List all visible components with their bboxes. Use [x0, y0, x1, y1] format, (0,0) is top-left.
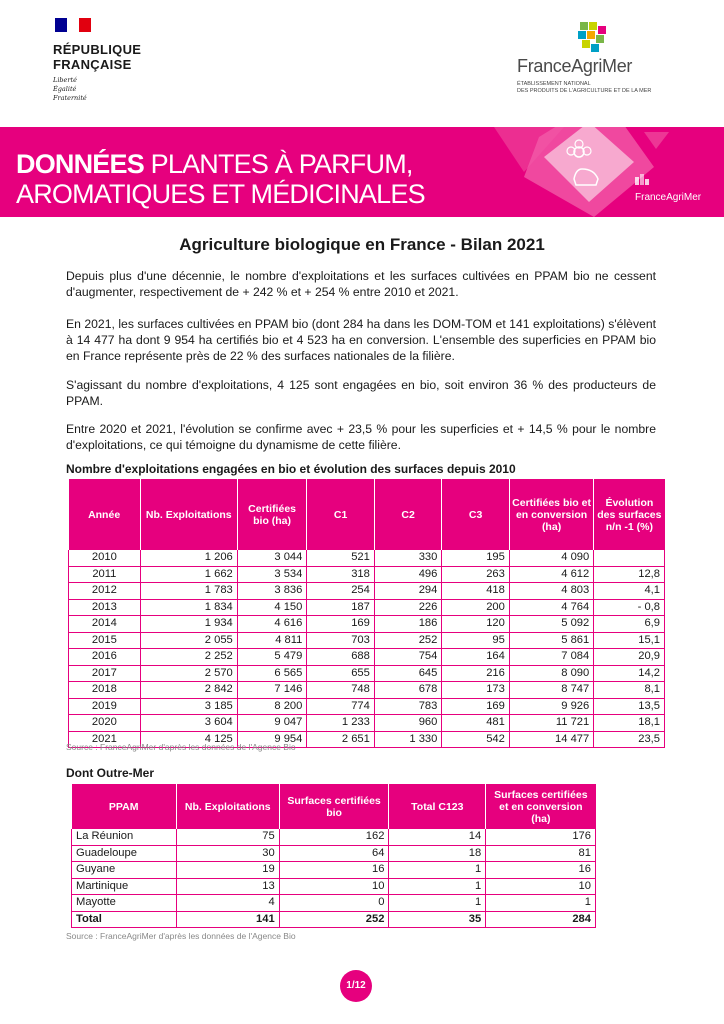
column-header: Évolution des surfaces n/n -1 (%) [594, 479, 665, 550]
table-cell: 2013 [69, 599, 141, 616]
table-cell: 4 612 [509, 566, 593, 583]
column-header: PPAM [72, 784, 177, 829]
agency-subtitle [517, 81, 651, 95]
column-header: Certifiées bio (ha) [237, 479, 307, 550]
table-cell: 2016 [69, 649, 141, 666]
table-cell: 3 604 [140, 715, 237, 732]
table-cell: Guyane [72, 862, 177, 879]
table-row [69, 566, 665, 583]
table-cell: Mayotte [72, 895, 177, 912]
table-cell: 5 092 [509, 616, 593, 633]
table-cell: 164 [442, 649, 510, 666]
banner-brand: FranceAgriMer [635, 192, 702, 203]
table-cell: 2018 [69, 682, 141, 699]
table-row [72, 862, 596, 879]
table-row [69, 715, 665, 732]
table-cell: 2 055 [140, 632, 237, 649]
plant-diamond-decoration-icon [484, 127, 724, 217]
table-cell: 1 662 [140, 566, 237, 583]
table-cell: 13 [176, 878, 279, 895]
republique-francaise-logo [53, 42, 141, 72]
table-cell: 11 721 [509, 715, 593, 732]
table-cell: 284 [486, 911, 596, 928]
table-cell: 2 842 [140, 682, 237, 699]
table-cell: 2 570 [140, 665, 237, 682]
table-cell: La Réunion [72, 829, 177, 845]
table-cell: 254 [307, 583, 375, 600]
table-cell: 23,5 [594, 731, 665, 748]
column-header: Total C123 [389, 784, 486, 829]
table-cell: 1 330 [374, 731, 442, 748]
republic-name-line2: FRANÇAISE [53, 57, 132, 72]
table-cell: 18,1 [594, 715, 665, 732]
table-cell: Guadeloupe [72, 845, 177, 862]
table-cell: 2010 [69, 550, 141, 566]
column-header: C3 [442, 479, 510, 550]
table-cell: - 0,8 [594, 599, 665, 616]
table-cell: 688 [307, 649, 375, 666]
table-cell: 1 233 [307, 715, 375, 732]
table-cell: 655 [307, 665, 375, 682]
marianne-flag-icon [55, 18, 91, 32]
table-row [72, 845, 596, 862]
table-cell: 1 934 [140, 616, 237, 633]
table-cell: 173 [442, 682, 510, 699]
table-cell: 3 044 [237, 550, 307, 566]
table-row [69, 599, 665, 616]
table-cell: 7 084 [509, 649, 593, 666]
table1-source: Source : FranceAgriMer d'après les données de l'Agence Bio [66, 742, 296, 752]
table-cell: 8 200 [237, 698, 307, 715]
table-cell: 2012 [69, 583, 141, 600]
table-cell: 8 747 [509, 682, 593, 699]
table-cell: 2020 [69, 715, 141, 732]
table-cell [594, 550, 665, 566]
table-cell: 35 [389, 911, 486, 928]
table-cell: 186 [374, 616, 442, 633]
table-cell: 10 [279, 878, 389, 895]
table-cell: 678 [374, 682, 442, 699]
table-row [69, 665, 665, 682]
table-cell: 3 836 [237, 583, 307, 600]
agency-subtitle-line2: DES PRODUITS DE L'AGRICULTURE ET DE LA MER [517, 88, 652, 94]
table-cell: 3 185 [140, 698, 237, 715]
table-cell: 5 861 [509, 632, 593, 649]
table-cell: 4 811 [237, 632, 307, 649]
table-cell: 75 [176, 829, 279, 845]
table-cell: 9 926 [509, 698, 593, 715]
table-cell: 1 206 [140, 550, 237, 566]
table-cell: 120 [442, 616, 510, 633]
table-cell: 169 [442, 698, 510, 715]
banner-title-line2: AROMATIQUES ET MÉDICINALES [16, 179, 425, 209]
table-cell: 16 [486, 862, 596, 879]
table-cell: 774 [307, 698, 375, 715]
table-cell: 2017 [69, 665, 141, 682]
table-row [69, 632, 665, 649]
table-cell: 8,1 [594, 682, 665, 699]
table-cell: 162 [279, 829, 389, 845]
table-cell: 2 651 [307, 731, 375, 748]
column-header: Surfaces certifiées et en conversion (ha) [486, 784, 596, 829]
table-cell: 14 [389, 829, 486, 845]
motto-fraternite: Fraternité [53, 94, 87, 102]
table-cell: 418 [442, 583, 510, 600]
table-cell: 4 125 [140, 731, 237, 748]
table-row [72, 895, 596, 912]
table-cell: 10 [486, 878, 596, 895]
table-cell: 15,1 [594, 632, 665, 649]
paragraph-1: Depuis plus d'une décennie, le nombre d'exploitations et les surfaces cultivées en PPAM bio ne cessent d'augmenter, respectivement de + 242 % et + 254 % entre 2010 et 2021. [66, 269, 656, 299]
table-cell: 18 [389, 845, 486, 862]
table-cell: 2 252 [140, 649, 237, 666]
table-cell: 645 [374, 665, 442, 682]
table-cell: 4 150 [237, 599, 307, 616]
column-header: Année [69, 479, 141, 550]
table-cell: 294 [374, 583, 442, 600]
table-cell: 1 [486, 895, 596, 912]
table-cell: 64 [279, 845, 389, 862]
table-cell: 1 783 [140, 583, 237, 600]
paragraph-3: S'agissant du nombre d'exploitations, 4 125 sont engagées en bio, soit environ 36 % des producteurs de PPAM. [66, 378, 656, 408]
table-cell: 226 [374, 599, 442, 616]
page-number-badge: 1/12 [340, 970, 372, 1002]
table-row [69, 649, 665, 666]
table-cell: 2021 [69, 731, 141, 748]
table-cell: 748 [307, 682, 375, 699]
table2-header-row [72, 784, 596, 829]
page-title: Agriculture biologique en France - Bilan 2021 [179, 235, 545, 254]
table-cell: 30 [176, 845, 279, 862]
table-cell: 703 [307, 632, 375, 649]
column-header: C1 [307, 479, 375, 550]
table-row [72, 911, 596, 928]
table-cell: 1 [389, 862, 486, 879]
table-cell: 216 [442, 665, 510, 682]
republic-name-line1: RÉPUBLIQUE [53, 42, 142, 57]
table-cell: 0 [279, 895, 389, 912]
table1-title: Nombre d'exploitations engagées en bio et évolution des surfaces depuis 2010 [66, 462, 516, 476]
table-cell: 4 090 [509, 550, 593, 566]
table2-title: Dont Outre-Mer [66, 766, 154, 780]
column-header: Nb. Exploitations [140, 479, 237, 550]
table-cell: 4,1 [594, 583, 665, 600]
table-cell: 2014 [69, 616, 141, 633]
table-cell: 12,8 [594, 566, 665, 583]
table-cell: 542 [442, 731, 510, 748]
paragraph-2: En 2021, les surfaces cultivées en PPAM bio (dont 284 ha dans les DOM-TOM et 141 exploitations) s'élèvent à 14 477 ha dont 9 954 ha certifiés bio et 4 523 ha en conversion. L'ensemble des superficies en PPAM bio en France représente près de 22 % des surfaces nationales de la filière. [66, 317, 656, 363]
table-cell: 318 [307, 566, 375, 583]
table-cell: 19 [176, 862, 279, 879]
table-cell: 4 616 [237, 616, 307, 633]
outre-mer-table [71, 784, 596, 928]
table-cell: 20,9 [594, 649, 665, 666]
table-cell: 960 [374, 715, 442, 732]
table-cell: 13,5 [594, 698, 665, 715]
table2-body [72, 829, 596, 928]
table-cell: 2019 [69, 698, 141, 715]
table-cell: 176 [486, 829, 596, 845]
table-cell: 7 146 [237, 682, 307, 699]
table-cell: 252 [374, 632, 442, 649]
table-cell: 169 [307, 616, 375, 633]
table-cell: Total [72, 911, 177, 928]
column-header: C2 [374, 479, 442, 550]
motto-liberte: Liberté [53, 76, 77, 84]
table-cell: 263 [442, 566, 510, 583]
table-cell: 1 834 [140, 599, 237, 616]
table-cell: 8 090 [509, 665, 593, 682]
table1-header-row [69, 479, 665, 550]
table2-source: Source : FranceAgriMer d'après les données de l'Agence Bio [66, 931, 296, 941]
table-cell: 2011 [69, 566, 141, 583]
table-row [72, 878, 596, 895]
table-cell: 481 [442, 715, 510, 732]
motto-egalite: Égalité [53, 85, 77, 93]
table-cell: 14,2 [594, 665, 665, 682]
table-row [69, 583, 665, 600]
agency-name: FranceAgriMer [517, 56, 633, 76]
table-cell: Martinique [72, 878, 177, 895]
column-header: Surfaces certifiées bio [279, 784, 389, 829]
table-row [69, 550, 665, 566]
table-cell: 16 [279, 862, 389, 879]
banner-title [16, 149, 425, 209]
table-cell: 14 477 [509, 731, 593, 748]
table-cell: 141 [176, 911, 279, 928]
column-header: Certifiées bio et en conversion (ha) [509, 479, 593, 550]
table-row [69, 698, 665, 715]
table-cell: 187 [307, 599, 375, 616]
table-cell: 200 [442, 599, 510, 616]
table-cell: 252 [279, 911, 389, 928]
paragraph-4: Entre 2020 et 2021, l'évolution se confirme avec + 23,5 % pour les superficies et + 14,5 % pour le nombre d'exploitations, ce qui témoigne du dynamisme de cette filière. [66, 422, 656, 452]
evolution-table [68, 479, 665, 748]
table-cell: 4 764 [509, 599, 593, 616]
table-cell: 9 954 [237, 731, 307, 748]
table-cell: 496 [374, 566, 442, 583]
table-row [69, 616, 665, 633]
table-cell: 4 803 [509, 583, 593, 600]
table-cell: 81 [486, 845, 596, 862]
table-cell: 521 [307, 550, 375, 566]
table-cell: 195 [442, 550, 510, 566]
table-cell: 783 [374, 698, 442, 715]
table-cell: 1 [389, 878, 486, 895]
table-cell: 95 [442, 632, 510, 649]
table-cell: 754 [374, 649, 442, 666]
table-cell: 1 [389, 895, 486, 912]
agency-subtitle-line1: ÉTABLISSEMENT NATIONAL [517, 81, 591, 87]
table-cell: 9 047 [237, 715, 307, 732]
franceagrimer-logo-icon [578, 22, 608, 54]
table-cell: 2015 [69, 632, 141, 649]
table-row [72, 829, 596, 845]
banner-title-rest: PLANTES À PARFUM, [143, 149, 413, 179]
table-cell: 330 [374, 550, 442, 566]
republic-motto [53, 76, 87, 103]
table-cell: 3 534 [237, 566, 307, 583]
banner-title-bold: DONNÉES [16, 149, 144, 179]
table-row [69, 682, 665, 699]
table-cell: 6 565 [237, 665, 307, 682]
section-banner [0, 127, 724, 217]
column-header: Nb. Exploitations [176, 784, 279, 829]
table1-body [69, 550, 665, 748]
table-cell: 4 [176, 895, 279, 912]
table-cell: 6,9 [594, 616, 665, 633]
table-cell: 5 479 [237, 649, 307, 666]
